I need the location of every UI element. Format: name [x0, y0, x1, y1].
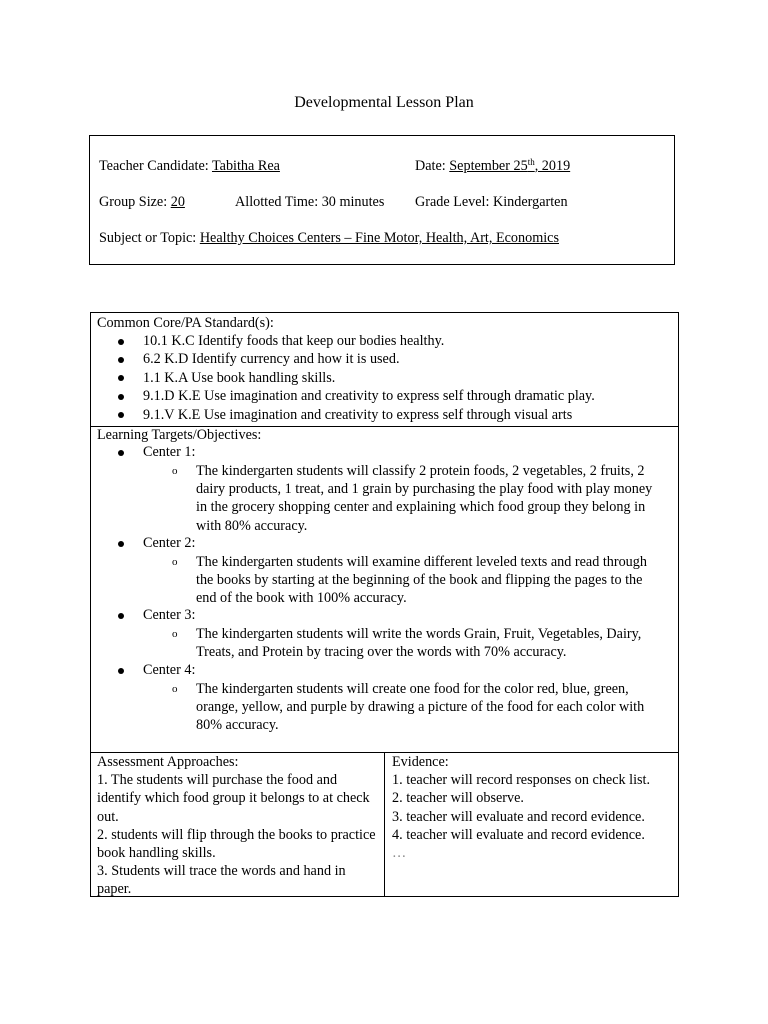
evidence-item: 1. teacher will record responses on check list.: [392, 772, 651, 789]
bullet-icon: [118, 375, 124, 381]
sub-bullet-icon: o: [172, 465, 178, 477]
bullet-icon: [118, 450, 124, 456]
subject-value: Healthy Choices Centers – Fine Motor, Health, Art, Economics: [199, 230, 559, 246]
center-label: Center 4:: [143, 662, 196, 678]
bullet-icon: [118, 357, 124, 363]
sub-bullet-icon: o: [172, 556, 178, 568]
standard-item: 10.1 K.C Identify foods that keep our bodies healthy.: [143, 333, 445, 349]
date-value: September 25th, 2019: [449, 157, 571, 174]
bullet-icon: [118, 541, 124, 547]
date-label: Date:: [415, 158, 450, 174]
bullet-icon: [118, 339, 124, 345]
assessment-cell: [91, 753, 385, 896]
bullet-icon: [118, 613, 124, 619]
subject-line: [99, 230, 559, 247]
evidence-item: 4. teacher will evaluate and record evidence.: [392, 826, 645, 843]
center-objective: The kindergarten students will write the words Grain, Fruit, Vegetables, Dairy, Treats, and Protein by tracing over the words with 70% accuracy.: [196, 626, 642, 661]
objectives-heading: Learning Targets/Objectives:: [97, 427, 262, 443]
teacher-value: Tabitha Rea: [211, 158, 280, 174]
standard-item: 6.2 K.D Identify currency and how it is used.: [143, 351, 400, 367]
evidence-content: [392, 753, 674, 862]
objectives-section: [91, 427, 678, 753]
bullet-icon: [118, 668, 124, 674]
center-label: Center 2:: [143, 535, 196, 551]
group-label: Group Size:: [99, 194, 171, 210]
lesson-table: [90, 312, 679, 897]
allotted-time: Allotted Time: 30 minutes: [235, 194, 385, 210]
group-value: 20: [170, 194, 185, 210]
evidence-ellipsis: …: [392, 845, 407, 862]
assessment-heading: Assessment Approaches:: [97, 754, 239, 770]
subject-label: Subject or Topic:: [99, 230, 200, 246]
sub-bullet-icon: o: [172, 683, 178, 695]
group-size-line: [99, 194, 185, 211]
center-objective: The kindergarten students will create one food for the color red, blue, green, orange, yellow, and purple by drawing a picture of the food for each color with 80% accuracy.: [196, 681, 645, 734]
standard-item: 9.1.D K.E Use imagination and creativity to express self through dramatic play.: [143, 388, 595, 404]
sub-bullet-icon: o: [172, 628, 178, 640]
teacher-candidate-line: [99, 158, 280, 175]
standards-section: [91, 313, 678, 427]
document-title: Developmental Lesson Plan: [294, 94, 474, 111]
center-label: Center 1:: [143, 444, 196, 460]
standard-item: 9.1.V K.E Use imagination and creativity to express self through visual arts: [143, 407, 573, 423]
info-box: [89, 135, 675, 265]
center-objective: The kindergarten students will classify 2 protein foods, 2 vegetables, 2 fruits, 2 dairy products, 1 treat, and 1 grain by purchasing the play food with play money in the grocery shopping center and explaining which food group they belong in with 80% accuracy.: [196, 463, 653, 534]
evidence-item: 2. teacher will observe.: [392, 790, 524, 807]
evidence-cell: [385, 753, 678, 896]
date-line: [415, 158, 570, 175]
teacher-label: Teacher Candidate:: [99, 158, 212, 174]
bullet-icon: [118, 412, 124, 418]
bullet-icon: [118, 394, 124, 400]
center-label: Center 3:: [143, 607, 196, 623]
evidence-item: 3. teacher will evaluate and record evidence.: [392, 808, 645, 825]
assessment-item: 3. Students will trace the words and hand in paper.: [97, 863, 346, 898]
grade-level: Grade Level: Kindergarten: [415, 194, 568, 210]
center-objective: The kindergarten students will examine different leveled texts and read through the books by starting at the beginning of the book and flipping the pages to the end of the book with 100% accuracy.: [196, 554, 647, 607]
assessment-item: 2. students will flip through the books to practice book handling skills.: [97, 826, 376, 862]
assessment-content: [93, 753, 378, 899]
assessment-item: 1. The students will purchase the food and identify which food group it belongs to at check out.: [97, 772, 370, 825]
standard-item: 1.1 K.A Use book handling skills.: [143, 370, 336, 386]
standards-heading: Common Core/PA Standard(s):: [97, 315, 274, 331]
evidence-heading: Evidence:: [392, 754, 449, 770]
